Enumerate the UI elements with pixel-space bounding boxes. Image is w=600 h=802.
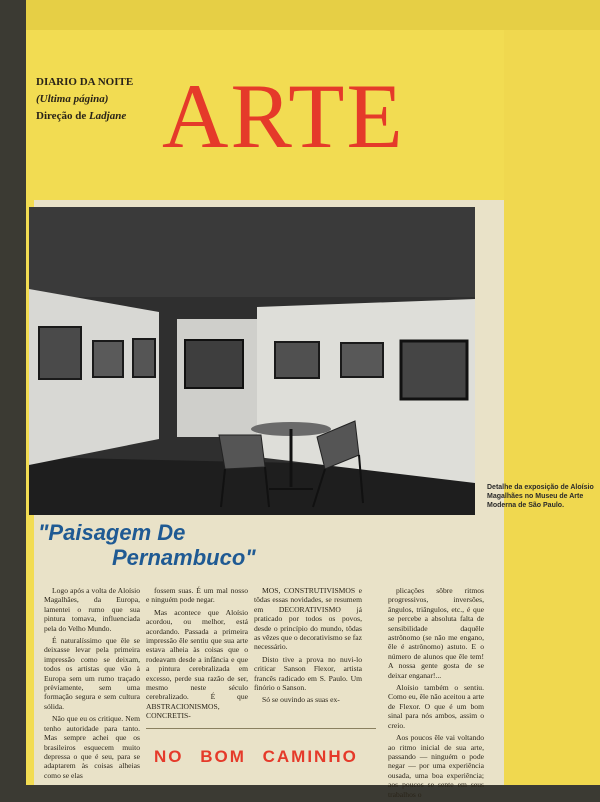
subheading-rule bbox=[146, 728, 376, 729]
masthead-newspaper: DIARIO DA NOITE bbox=[36, 76, 134, 88]
article-column-2 bbox=[146, 586, 248, 721]
article-column-3 bbox=[254, 586, 362, 705]
paragraph: fossem suas. É um mal nosso e ninguém pode negar. bbox=[146, 586, 248, 605]
masthead bbox=[36, 74, 133, 125]
headline-line-2: Pernambuco" bbox=[112, 545, 256, 570]
paragraph: MOS, CONSTRUTIVISMOS e tôdas essas novidades, se resumem em DECORATIVISMO já praticado por todos os povos, desde o princípio do mundo, tôdas as vêzes que o decorativismo se faz necessário. bbox=[254, 586, 362, 652]
masthead-editor-name: Ladjane bbox=[88, 110, 127, 122]
paragraph: Não que eu os critique. Nem tenho autoridade para tanto. Mas sempre achei que os brasileiros esquecem muito depressa o que é seu, para se adaptarem às coisas alheias como se elas bbox=[44, 714, 140, 780]
masthead-page: (Ultima página) bbox=[36, 93, 109, 105]
paragraph: Só se ouvindo as suas ex- bbox=[262, 695, 340, 705]
headline-line-1: "Paisagem De bbox=[38, 520, 186, 545]
masthead-direction-prefix: Direção de bbox=[36, 110, 87, 122]
paragraph: É naturalíssimo que êle se deixasse levar pela primeira impressão como se deixam, todos os artistas que vão à Europa sem um rumo traçado prèviamente, sem uma formação segura e sem cultura sólida. bbox=[44, 636, 140, 711]
paragraph: Aos poucos êle vai voltando ao ritmo inicial de sua arte, passando — ninguém o pode negar — por uma experiência ousada, uma boa experiência; aos poucos se sente em seus trabalhos o bbox=[388, 733, 484, 799]
article-subheading: NO BOM CAMINHO bbox=[154, 747, 358, 766]
paragraph: plicações sôbre ritmos progressivos, inversões, ângulos, triângulos, etc., é que se percebe a absoluta falta de sensibilidade daquêle astrônomo (se não me engano, êle é astrônomo) astuto. E o número de alunos que êle tem! A nossa gente gosta de se deixar enganar!... bbox=[388, 586, 484, 680]
paragraph: Disto tive a prova no nuvi-lo criticar Sanson Flexor, artista francês radicado em S. Paulo. Um finório o Sanson. bbox=[254, 654, 362, 693]
photo-caption: Detalhe da exposição de Aloísio Magalhães no Museu de Arte Moderna de São Paulo. bbox=[487, 484, 594, 509]
exhibition-photo-image bbox=[29, 207, 475, 515]
masthead-direction bbox=[36, 108, 133, 125]
section-title: ARTE bbox=[162, 65, 405, 167]
exhibition-photo bbox=[29, 207, 475, 515]
top-band bbox=[26, 0, 600, 30]
newspaper-page bbox=[26, 0, 600, 799]
article-column-1 bbox=[44, 586, 140, 783]
paragraph: Aloísio também o sentiu. Como eu, êle não aceitou a arte de Flexor. O que é um bom sinal para nós ambos, assim o creio. bbox=[388, 683, 484, 730]
paragraph: Mas acontece que Aloísio acordou, ou melhor, está acordando. Passada a primeira impressão êle sentiu que sua arte estava alheia às coisas que o rodeavam desde a infância e que a pintura cerebralizada em excesso, perde sua razão de ser, mesmo neste século cerebralizado. É que ABSTRACIONISMOS, CONCRETIS- bbox=[146, 607, 248, 721]
right-margin-strip bbox=[504, 30, 600, 785]
article-headline bbox=[34, 520, 264, 570]
paragraph: Logo após a volta de Aloísio Magalhães, da Europa, lamentei o rumo que sua pintura tomava, influenciada pela do Velho Mundo. bbox=[44, 586, 140, 633]
article-column-4 bbox=[388, 586, 484, 802]
